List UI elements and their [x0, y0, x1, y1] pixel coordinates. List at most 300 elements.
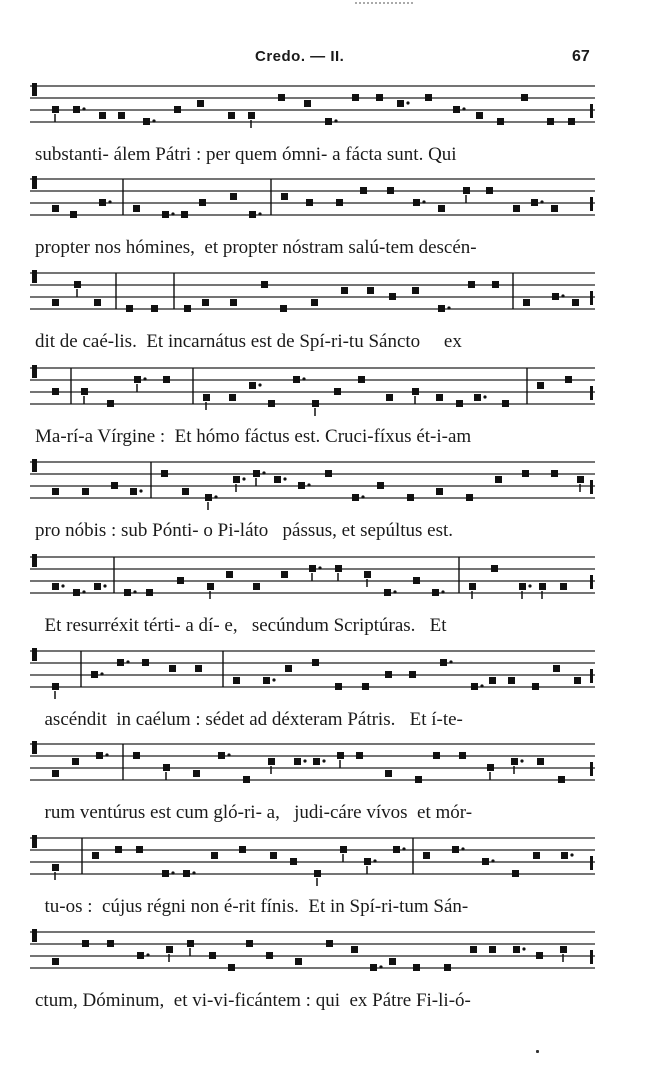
custos-icon — [590, 386, 593, 400]
neume-note — [107, 400, 114, 407]
neume-note — [508, 677, 515, 684]
neume-note — [281, 193, 288, 200]
neume-note — [360, 187, 367, 194]
mora-dot — [272, 678, 275, 681]
neume-note — [263, 677, 270, 684]
neume-note — [312, 659, 319, 666]
mora-dot — [82, 590, 85, 593]
neume-note — [341, 287, 348, 294]
neume-note — [482, 858, 489, 865]
lyric-line: ascéndit in caélum : sédet ad déxteram Pátris. Et í-te- — [35, 709, 463, 730]
neume-note — [387, 187, 394, 194]
neume-note — [356, 752, 363, 759]
neume-note — [52, 770, 59, 777]
neume-note — [311, 299, 318, 306]
neume-note — [513, 946, 520, 953]
neume-note — [233, 677, 240, 684]
neume-note — [211, 852, 218, 859]
mora-dot — [258, 212, 261, 215]
mora-dot — [406, 101, 409, 104]
neume-note — [268, 400, 275, 407]
mora-dot — [540, 200, 543, 203]
neume-note — [352, 494, 359, 501]
neume-note — [561, 852, 568, 859]
neume-note — [146, 589, 153, 596]
neume-note — [309, 565, 316, 572]
mora-dot — [214, 495, 217, 498]
neume-note — [397, 100, 404, 107]
neume-note — [107, 940, 114, 947]
chant-staff — [30, 80, 595, 140]
neume-note — [389, 958, 396, 965]
neume-note — [470, 946, 477, 953]
neume-note — [130, 488, 137, 495]
neume-note — [280, 305, 287, 312]
mora-dot — [133, 590, 136, 593]
lyric-line: ctum, Dóminum, et vi-vi-ficántem : qui ex Pátre Fi-li-ó- — [35, 990, 471, 1011]
neume-note — [230, 299, 237, 306]
neume-note — [246, 940, 253, 947]
neume-note — [94, 299, 101, 306]
neume-note — [52, 388, 59, 395]
neume-note — [290, 858, 297, 865]
custos-icon — [590, 104, 593, 118]
neume-note — [228, 964, 235, 971]
neume-note — [351, 946, 358, 953]
neume-note — [91, 671, 98, 678]
neume-note — [560, 946, 567, 953]
clef-icon — [32, 648, 37, 661]
chant-staff — [30, 926, 595, 986]
neume-note — [377, 482, 384, 489]
mora-dot — [262, 471, 265, 474]
neume-note — [539, 583, 546, 590]
neume-note — [407, 494, 414, 501]
mora-dot — [108, 200, 111, 203]
neume-note — [325, 470, 332, 477]
neume-note — [325, 118, 332, 125]
neume-note — [364, 858, 371, 865]
neume-note — [495, 476, 502, 483]
chant-staff — [30, 173, 595, 233]
custos-icon — [590, 856, 593, 870]
clef-icon — [32, 365, 37, 378]
neume-note — [444, 964, 451, 971]
neume-note — [511, 758, 518, 765]
neume-note — [385, 770, 392, 777]
neume-note — [162, 211, 169, 218]
neume-note — [202, 299, 209, 306]
mora-dot — [302, 377, 305, 380]
neume-note — [456, 400, 463, 407]
neume-note — [294, 758, 301, 765]
neume-note — [370, 964, 377, 971]
neume-note — [82, 488, 89, 495]
mora-dot — [462, 107, 465, 110]
neume-note — [413, 964, 420, 971]
neume-note — [295, 958, 302, 965]
clef-icon — [32, 459, 37, 472]
neume-note — [537, 758, 544, 765]
neume-note — [502, 400, 509, 407]
neume-note — [134, 376, 141, 383]
neume-note — [536, 952, 543, 959]
page-number: 67 — [572, 48, 590, 65]
neume-note — [163, 376, 170, 383]
neume-note — [474, 394, 481, 401]
neume-note — [436, 488, 443, 495]
neume-note — [489, 946, 496, 953]
neume-note — [169, 665, 176, 672]
neume-note — [92, 852, 99, 859]
chant-staff — [30, 551, 595, 611]
neume-note — [126, 305, 133, 312]
neume-note — [166, 946, 173, 953]
neume-note — [266, 952, 273, 959]
neume-note — [532, 683, 539, 690]
neume-note — [52, 488, 59, 495]
neume-note — [298, 482, 305, 489]
chant-staff — [30, 645, 595, 705]
neume-note — [413, 577, 420, 584]
neume-note — [182, 488, 189, 495]
lyric-line: propter nos hómines, et propter nóstram salú-tem descén- — [35, 237, 477, 258]
mora-dot — [143, 377, 146, 380]
neume-note — [82, 940, 89, 947]
neume-note — [184, 305, 191, 312]
neume-note — [384, 589, 391, 596]
neume-note — [364, 571, 371, 578]
custos-icon — [590, 575, 593, 589]
mora-dot — [491, 859, 494, 862]
neume-note — [117, 659, 124, 666]
mora-dot — [146, 953, 149, 956]
neume-note — [187, 940, 194, 947]
neume-note — [306, 199, 313, 206]
mora-dot — [192, 871, 195, 874]
neume-note — [412, 287, 419, 294]
mora-dot — [402, 847, 405, 850]
custos-icon — [590, 669, 593, 683]
neume-note — [73, 589, 80, 596]
neume-note — [440, 659, 447, 666]
lyric-line: substanti- álem Pátri : per quem ómni- a fácta sunt. Qui — [35, 144, 457, 165]
neume-note — [70, 211, 77, 218]
neume-note — [512, 870, 519, 877]
neume-note — [386, 394, 393, 401]
neume-note — [423, 852, 430, 859]
mora-dot — [322, 759, 325, 762]
chant-staff — [30, 832, 595, 892]
lyric-line: dit de caé-lis. Et incarnátus est de Spí-ri-tu Sáncto ex — [35, 331, 462, 352]
custos-icon — [590, 291, 593, 305]
neume-note — [52, 205, 59, 212]
neume-note — [393, 846, 400, 853]
neume-note — [111, 482, 118, 489]
mora-dot — [441, 590, 444, 593]
neume-note — [547, 118, 554, 125]
neume-note — [523, 299, 530, 306]
neume-note — [96, 752, 103, 759]
neume-note — [389, 293, 396, 300]
neume-note — [115, 846, 122, 853]
clef-icon — [32, 554, 37, 567]
neume-note — [249, 382, 256, 389]
chant-staff — [30, 738, 595, 798]
neume-note — [312, 400, 319, 407]
chant-staff — [30, 456, 595, 516]
mora-dot — [447, 306, 450, 309]
neume-note — [409, 671, 416, 678]
neume-note — [174, 106, 181, 113]
mora-dot — [82, 107, 85, 110]
neume-note — [463, 187, 470, 194]
neume-note — [199, 199, 206, 206]
mora-dot — [126, 660, 129, 663]
neume-note — [335, 565, 342, 572]
mora-dot — [171, 212, 174, 215]
neume-note — [228, 112, 235, 119]
neume-note — [432, 589, 439, 596]
neume-note — [438, 205, 445, 212]
neume-note — [334, 388, 341, 395]
chant-system-10 — [30, 926, 595, 1046]
neume-note — [226, 571, 233, 578]
neume-note — [81, 388, 88, 395]
neume-note — [471, 683, 478, 690]
neume-note — [136, 846, 143, 853]
neume-note — [197, 100, 204, 107]
neume-note — [183, 870, 190, 877]
neume-note — [118, 112, 125, 119]
neume-note — [274, 476, 281, 483]
neume-note — [74, 281, 81, 288]
neume-note — [218, 752, 225, 759]
neume-note — [476, 112, 483, 119]
neume-note — [367, 287, 374, 294]
neume-note — [249, 211, 256, 218]
neume-note — [531, 199, 538, 206]
neume-note — [233, 476, 240, 483]
neume-note — [52, 106, 59, 113]
neume-note — [362, 683, 369, 690]
neume-note — [195, 665, 202, 672]
neume-note — [209, 952, 216, 959]
mora-dot — [318, 566, 321, 569]
neume-note — [94, 583, 101, 590]
neume-note — [572, 299, 579, 306]
mora-dot — [171, 871, 174, 874]
scan-artifact-mark — [355, 2, 415, 4]
neume-note — [229, 394, 236, 401]
clef-icon — [32, 929, 37, 942]
neume-note — [270, 852, 277, 859]
custos-icon — [590, 950, 593, 964]
neume-note — [412, 388, 419, 395]
clef-icon — [32, 83, 37, 96]
mora-dot — [303, 759, 306, 762]
neume-note — [52, 864, 59, 871]
neume-note — [143, 118, 150, 125]
neume-note — [489, 677, 496, 684]
neume-note — [533, 852, 540, 859]
neume-note — [181, 211, 188, 218]
lyric-line: rum ventúrus est cum gló-ri- a, judi-cáre vívos et mór- — [35, 802, 473, 823]
mora-dot — [461, 847, 464, 850]
neume-note — [487, 764, 494, 771]
mora-dot — [480, 684, 483, 687]
neume-note — [560, 583, 567, 590]
neume-note — [519, 583, 526, 590]
scan-artifact-dot — [536, 1050, 539, 1053]
neume-note — [513, 205, 520, 212]
mora-dot — [139, 489, 142, 492]
neume-note — [568, 118, 575, 125]
neume-note — [52, 683, 59, 690]
page-title: Credo. — II. — [255, 48, 345, 65]
clef-icon — [32, 270, 37, 283]
mora-dot — [152, 119, 155, 122]
mora-dot — [361, 495, 364, 498]
mora-dot — [258, 383, 261, 386]
neume-note — [468, 281, 475, 288]
neume-note — [466, 494, 473, 501]
neume-note — [193, 770, 200, 777]
neume-note — [336, 199, 343, 206]
neume-note — [230, 193, 237, 200]
neume-note — [261, 281, 268, 288]
neume-note — [239, 846, 246, 853]
neume-note — [552, 293, 559, 300]
neume-note — [304, 100, 311, 107]
mora-dot — [373, 859, 376, 862]
mora-dot — [100, 672, 103, 675]
mora-dot — [522, 947, 525, 950]
neume-note — [268, 758, 275, 765]
neume-note — [413, 199, 420, 206]
neume-note — [293, 376, 300, 383]
neume-note — [551, 470, 558, 477]
mora-dot — [307, 483, 310, 486]
neume-note — [151, 305, 158, 312]
neume-note — [551, 205, 558, 212]
chant-staff — [30, 267, 595, 327]
mora-dot — [449, 660, 452, 663]
neume-note — [243, 776, 250, 783]
neume-note — [52, 299, 59, 306]
neume-note — [99, 112, 106, 119]
neume-note — [162, 870, 169, 877]
neume-note — [313, 758, 320, 765]
mora-dot — [528, 584, 531, 587]
neume-note — [253, 583, 260, 590]
neume-note — [537, 382, 544, 389]
mora-dot — [520, 759, 523, 762]
page-header — [0, 48, 659, 72]
neume-note — [207, 583, 214, 590]
neume-note — [99, 199, 106, 206]
mora-dot — [283, 477, 286, 480]
neume-note — [52, 958, 59, 965]
neume-note — [124, 589, 131, 596]
neume-note — [577, 476, 584, 483]
neume-note — [385, 671, 392, 678]
neume-note — [574, 677, 581, 684]
neume-note — [340, 846, 347, 853]
neume-note — [73, 106, 80, 113]
neume-note — [278, 94, 285, 101]
neume-note — [248, 112, 255, 119]
clef-icon — [32, 835, 37, 848]
neume-note — [553, 665, 560, 672]
neume-note — [453, 106, 460, 113]
neume-note — [376, 94, 383, 101]
neume-note — [335, 683, 342, 690]
neume-note — [492, 281, 499, 288]
neume-note — [415, 776, 422, 783]
neume-note — [352, 94, 359, 101]
mora-dot — [483, 395, 486, 398]
neume-note — [436, 394, 443, 401]
neume-note — [281, 571, 288, 578]
neume-note — [161, 470, 168, 477]
neume-note — [459, 752, 466, 759]
mora-dot — [334, 119, 337, 122]
neume-note — [558, 776, 565, 783]
custos-icon — [590, 197, 593, 211]
neume-note — [314, 870, 321, 877]
clef-icon — [32, 176, 37, 189]
neume-note — [52, 583, 59, 590]
neume-note — [285, 665, 292, 672]
neume-note — [565, 376, 572, 383]
neume-note — [358, 376, 365, 383]
neume-note — [433, 752, 440, 759]
lyric-line: Ma-rí-a Vírgine : Et hómo fáctus est. Cruci-fíxus ét-i-am — [35, 426, 472, 447]
mora-dot — [570, 853, 573, 856]
mora-dot — [103, 584, 106, 587]
mora-dot — [379, 965, 382, 968]
neume-note — [326, 940, 333, 947]
neume-note — [491, 565, 498, 572]
neume-note — [142, 659, 149, 666]
mora-dot — [105, 753, 108, 756]
neume-note — [486, 187, 493, 194]
neume-note — [137, 952, 144, 959]
clef-icon — [32, 741, 37, 754]
chant-staff — [30, 362, 595, 422]
mora-dot — [242, 477, 245, 480]
neume-note — [521, 94, 528, 101]
lyric-line: pro nóbis : sub Pónti- o Pi-láto pássus, et sepúltus est. — [35, 520, 453, 541]
neume-note — [203, 394, 210, 401]
mora-dot — [227, 753, 230, 756]
neume-note — [337, 752, 344, 759]
neume-note — [253, 470, 260, 477]
neume-note — [469, 583, 476, 590]
mora-dot — [561, 294, 564, 297]
neume-note — [72, 758, 79, 765]
lyric-line: tu-os : cújus régni non é-rit fínis. Et in Spí-ri-tum Sán- — [35, 896, 469, 917]
mora-dot — [422, 200, 425, 203]
neume-note — [133, 205, 140, 212]
custos-icon — [590, 762, 593, 776]
neume-note — [425, 94, 432, 101]
neume-note — [163, 764, 170, 771]
neume-note — [497, 118, 504, 125]
custos-icon — [590, 480, 593, 494]
neume-note — [177, 577, 184, 584]
